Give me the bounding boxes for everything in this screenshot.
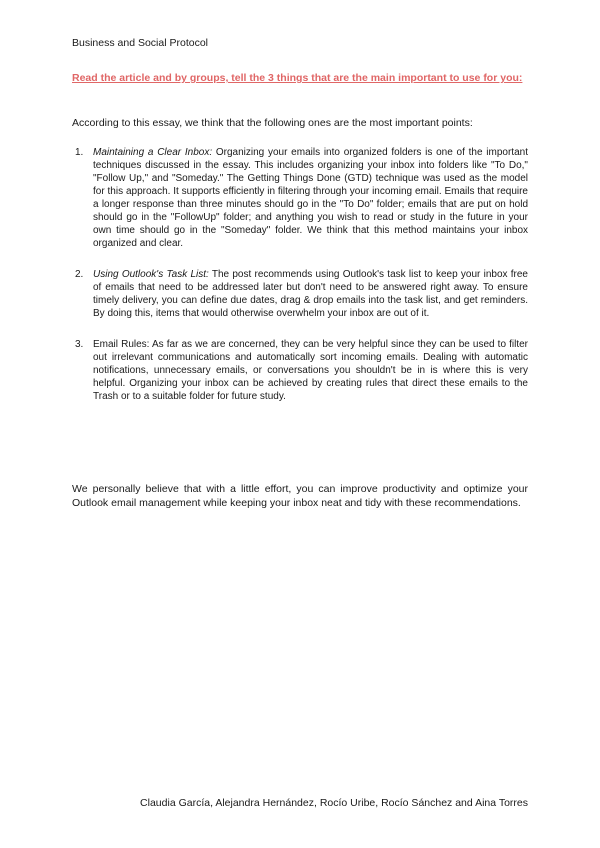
point-body: Organizing your emails into organized folders is one of the important techniques discussed in the essay. This includes organizing your inbox into folders like "To Do," "Follow Up," and "Someday." The Getting Things Done (GTD) technique was used as the model for this approach. It supports efficiently in filtering through your incoming email. Emails that require a longer response than three minutes should go in the "To Do" folder; emails that are put on hold should go in the "FollowUp" folder; and anything you wish to read or study in the future in your own time should go in the "Someday" folder. We think that this method maintains your inbox organized and clear. — [93, 147, 528, 249]
point-item-3 — [72, 338, 528, 403]
point-title: Using Outlook's Task List: — [93, 269, 209, 280]
intro-paragraph: According to this essay, we think that the following ones are the most important points: — [72, 117, 473, 129]
page-header: Business and Social Protocol — [72, 37, 208, 49]
closing-paragraph: We personally believe that with a little effort, you can improve productivity and optimize your Outlook email management while keeping your inbox neat and tidy with these recommendations. — [72, 483, 528, 509]
point-number: 3. — [75, 339, 84, 350]
point-body: The post recommends using Outlook's task list to keep your inbox free of emails that need to be addressed later but don't need to be answered right away. To ensure timely delivery, you can define due dates, drag & drop emails into the task list, and get reminders. By doing this, items that would otherwise overwhelm your inbox are out of it. — [93, 269, 528, 319]
point-body: Email Rules: As far as we are concerned, they can be very helpful since they can be used to filter out irrelevant communications and automatically sort incoming emails. Dealing with automatic notifications, unnecessary emails, or conversations you shouldn't be in is where this is very helpful. Organizing your inbox can be achieved by creating rules that direct these emails to the Trash or to a suitable folder for future study. — [93, 339, 528, 402]
point-number: 1. — [75, 147, 84, 158]
assignment-instruction: Read the article and by groups, tell the 3 things that are the main important to use for you: — [72, 72, 523, 84]
point-number: 2. — [75, 269, 84, 280]
point-title: Maintaining a Clear Inbox: — [93, 147, 213, 158]
page-footer-authors: Claudia García, Alejandra Hernández, Rocío Uribe, Rocío Sánchez and Aina Torres — [140, 797, 528, 809]
point-item-1 — [72, 146, 528, 250]
important-points-list — [72, 146, 528, 421]
point-item-2 — [72, 268, 528, 320]
